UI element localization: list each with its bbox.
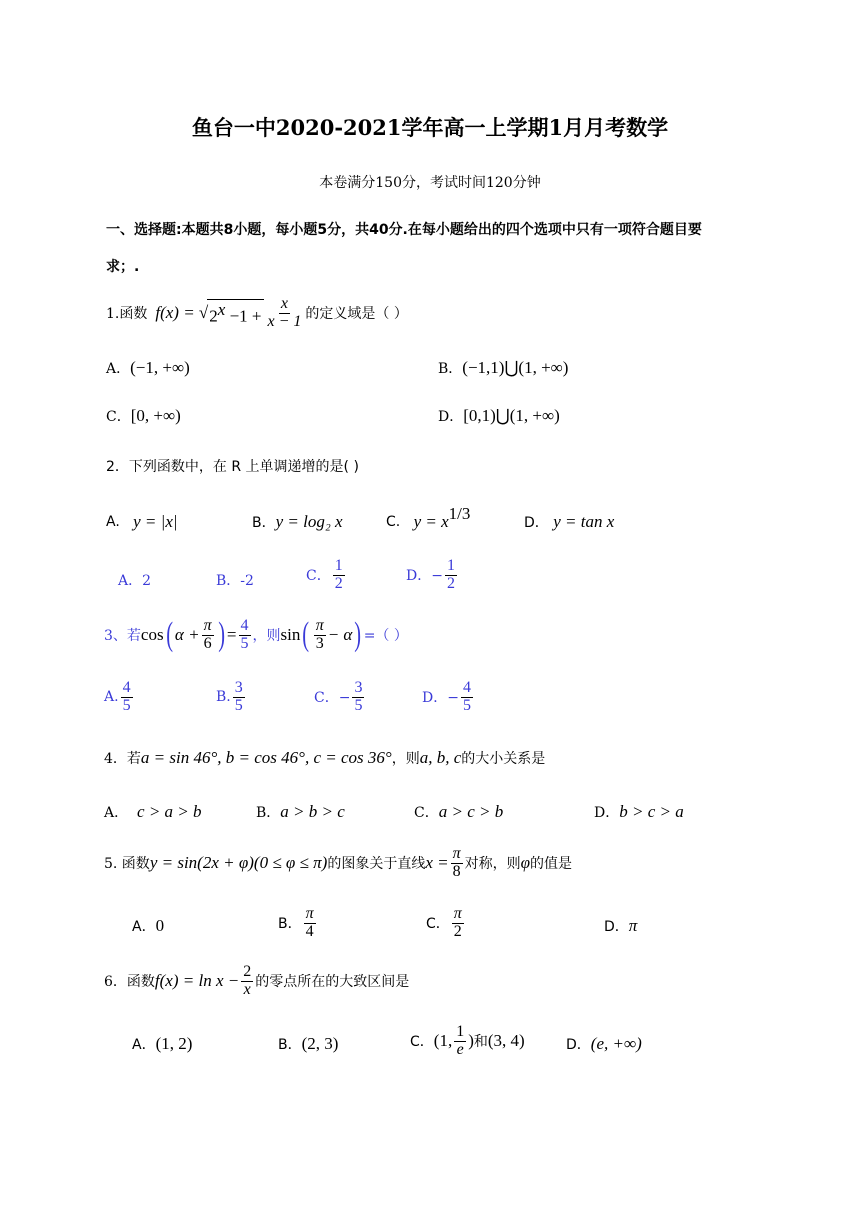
q5-option-c[interactable]: C． $\frac{\pi}{2}$ (426, 905, 462, 940)
q2-option-c[interactable]: C. y = x $^{1/3}$ (386, 504, 471, 531)
q5-option-d[interactable]: D． π (604, 916, 638, 935)
q3-option-d[interactable]: D．− $\frac{4}{5}$ (422, 679, 471, 714)
question-1: 1.函数 f(x) = √ 2$^x$ −1 + $\frac{x}{x - 1}$ 的定义域是（ ） (106, 295, 408, 330)
q3-option-b[interactable]: B. $\frac{3}{5}$ (216, 679, 243, 714)
q6-option-a[interactable]: A． (1, 2) (132, 1034, 193, 1053)
q2-option-b[interactable]: B． y = log₂ x (252, 512, 343, 531)
question-4: 4．若 a = sin 46°, b = cos 46°, c = cos 36° ，则 a, b, c 的大小关系是 (104, 748, 546, 767)
page-subtitle: 本卷满分150分，考试时间120分钟 (319, 175, 541, 191)
question-3: 3、若 cos ( α + $\frac{\pi}{6}$ ) = $\frac{4}{5}$ ，则 sin ( $\frac{\pi}{3}$ − α ) =（ ） (104, 616, 408, 654)
q3-option-c[interactable]: C．− $\frac{3}{5}$ (314, 679, 363, 714)
q4-option-a[interactable]: A． c > a > b (104, 802, 202, 821)
q1-option-d[interactable]: D． [0,1)⋃(1, +∞) (438, 406, 560, 425)
q2b-option-d[interactable]: D．− $\frac{1}{2}$ (406, 557, 455, 592)
section-heading-cont: 求；. (106, 259, 140, 275)
q6-option-d[interactable]: D． (e, +∞) (566, 1034, 642, 1053)
q5-option-b[interactable]: B． $\frac{\pi}{4}$ (278, 905, 314, 940)
q2b-option-b[interactable]: B．-2 (216, 573, 254, 589)
section-heading: 一、选择题:本题共8小题，每小题5分，共40分.在每小题给出的四个选项中只有一项符合题目要 (106, 222, 702, 238)
question-2: 2．下列函数中，在 R 上单调递增的是( ) (106, 459, 359, 475)
q1-option-c[interactable]: C． [0, +∞) (106, 406, 181, 425)
q3-option-a[interactable]: A. $\frac{4}{5}$ (104, 679, 131, 714)
q4-option-c[interactable]: C． a > c > b (414, 802, 504, 821)
q5-option-a[interactable]: A． 0 (132, 916, 165, 935)
q2b-option-a[interactable]: A．2 (118, 573, 152, 589)
q1-option-a[interactable]: A． (−1, +∞) (106, 358, 190, 377)
q1-fraction: $\frac{x}{x - 1}$ (267, 295, 302, 330)
q2b-option-c[interactable]: C． $\frac{1}{2}$ (306, 557, 343, 592)
q6-option-b[interactable]: B． (2, 3) (278, 1034, 339, 1053)
q2-option-a[interactable]: A. y = |x| (106, 512, 178, 531)
question-6: 6．函数 f(x) = ln x − $\frac{2}{x}$ 的零点所在的大致区间是 (104, 963, 410, 998)
q4-option-b[interactable]: B． a > b > c (256, 802, 345, 821)
q6-option-c[interactable]: C． (1, $\frac{1}{e}$ ) 和 (3, 4) (410, 1023, 525, 1058)
page-title: 鱼台一中2020-2021学年高一上学期1月月考数学 (191, 115, 669, 140)
q1-option-b[interactable]: B． (−1,1)⋃(1, +∞) (438, 358, 569, 377)
q2-option-d[interactable]: D． y = tan x (524, 512, 615, 531)
question-5: 5. 函数 y = sin(2x + φ)(0 ≤ φ ≤ π) 的图象关于直线 x = $\frac{\pi}{8}$ 对称，则 φ 的值是 (104, 845, 573, 880)
q4-option-d[interactable]: D． b > c > a (594, 802, 684, 821)
